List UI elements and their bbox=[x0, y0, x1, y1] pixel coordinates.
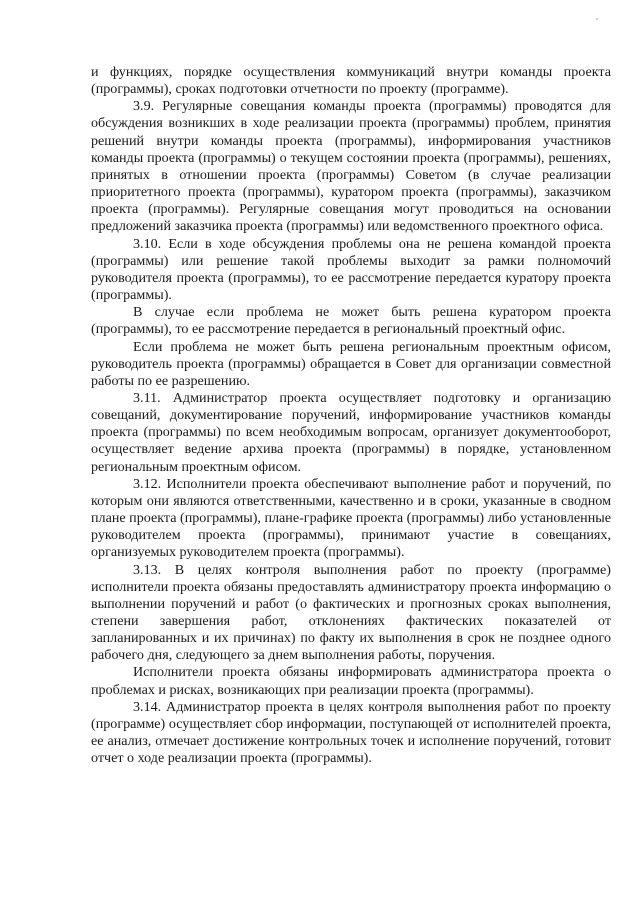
paragraph-3-14: 3.14. Администратор проекта в целях контроля выполнения работ по проекту (программе) осуществляет сбор информации, поступающей от исполнителей проекта, ее анализ, отмечает достижение контрольных точек и исполнение поручений, готовит отчет о ходе реализации проекта (программы). bbox=[91, 698, 611, 767]
paragraph-3-11: 3.11. Администратор проекта осуществляет подготовку и организацию совещаний, документирование поручений, информирование участников команды проекта (программы) по всем необходимым вопросам, организует документооборот, осуществляет ведение архива проекта (программы) в порядке, установленном региональным проектным офисом. bbox=[91, 389, 611, 475]
paragraph-3-9: 3.9. Регулярные совещания команды проекта (программы) проводятся для обсуждения возникших в ходе реализации проекта (программы) проблем, принятия решений внутри команды проекта (программы), информирования участников команды проекта (программы) о текущем состоянии проекта (программы), решениях, принятых в отношении проекта (программы) Советом (в случае реализации приоритетного проекта (программы), куратором проекта (программы), заказчиком проекта (программы). Регулярные совещания могут проводиться на основании предложений заказчика проекта (программы) или ведомственного проектного офиса. bbox=[91, 98, 611, 235]
paragraph-3-10: 3.10. Если в ходе обсуждения проблемы она не решена командой проекта (программы) или решение такой проблемы выходит за рамки полномочий руководителя проекта (программы), то ее рассмотрение передается куратору проекта (программы). bbox=[91, 235, 611, 304]
document-page bbox=[91, 64, 611, 767]
paragraph-3-13: 3.13. В целях контроля выполнения работ по проекту (программе) исполнители проекта обязаны предоставлять администратору проекта информацию о выполнении поручений и работ (о фактических и прогнозных сроках выполнения, степени завершения работ, отклонениях фактических показателей от запланированных и их причинах) по факту их выполнения в срок не позднее одного рабочего дня, следующего за днем выполнения работы, поручения. bbox=[91, 561, 611, 664]
paragraph-3-10-council: Если проблема не может быть решена региональным проектным офисом, руководитель проекта (программы) обращается в Совет для организации совместной работы по ее разрешению. bbox=[91, 338, 611, 389]
paragraph-3-10-curator: В случае если проблема не может быть решена куратором проекта (программы), то ее рассмотрение передается в региональный проектный офис. bbox=[91, 304, 611, 338]
paragraph-3-12: 3.12. Исполнители проекта обеспечивают выполнение работ и поручений, по которым они являются ответственными, качественно и в сроки, указанные в сводном плане проекта (программы), плане-графике проекта (программы) либо установленные руководителем проекта (программы), принимают участие в совещаниях, организуемых руководителем проекта (программы). bbox=[91, 475, 611, 561]
paragraph-3-13-risks: Исполнители проекта обязаны информировать администратора проекта о проблемах и рисках, возникающих при реализации проекта (программы). bbox=[91, 664, 611, 698]
paragraph-continuation: и функциях, порядке осуществления коммуникаций внутри команды проекта (программы), сроках подготовки отчетности по проекту (программе). bbox=[91, 64, 611, 98]
scan-speck bbox=[596, 18, 598, 20]
